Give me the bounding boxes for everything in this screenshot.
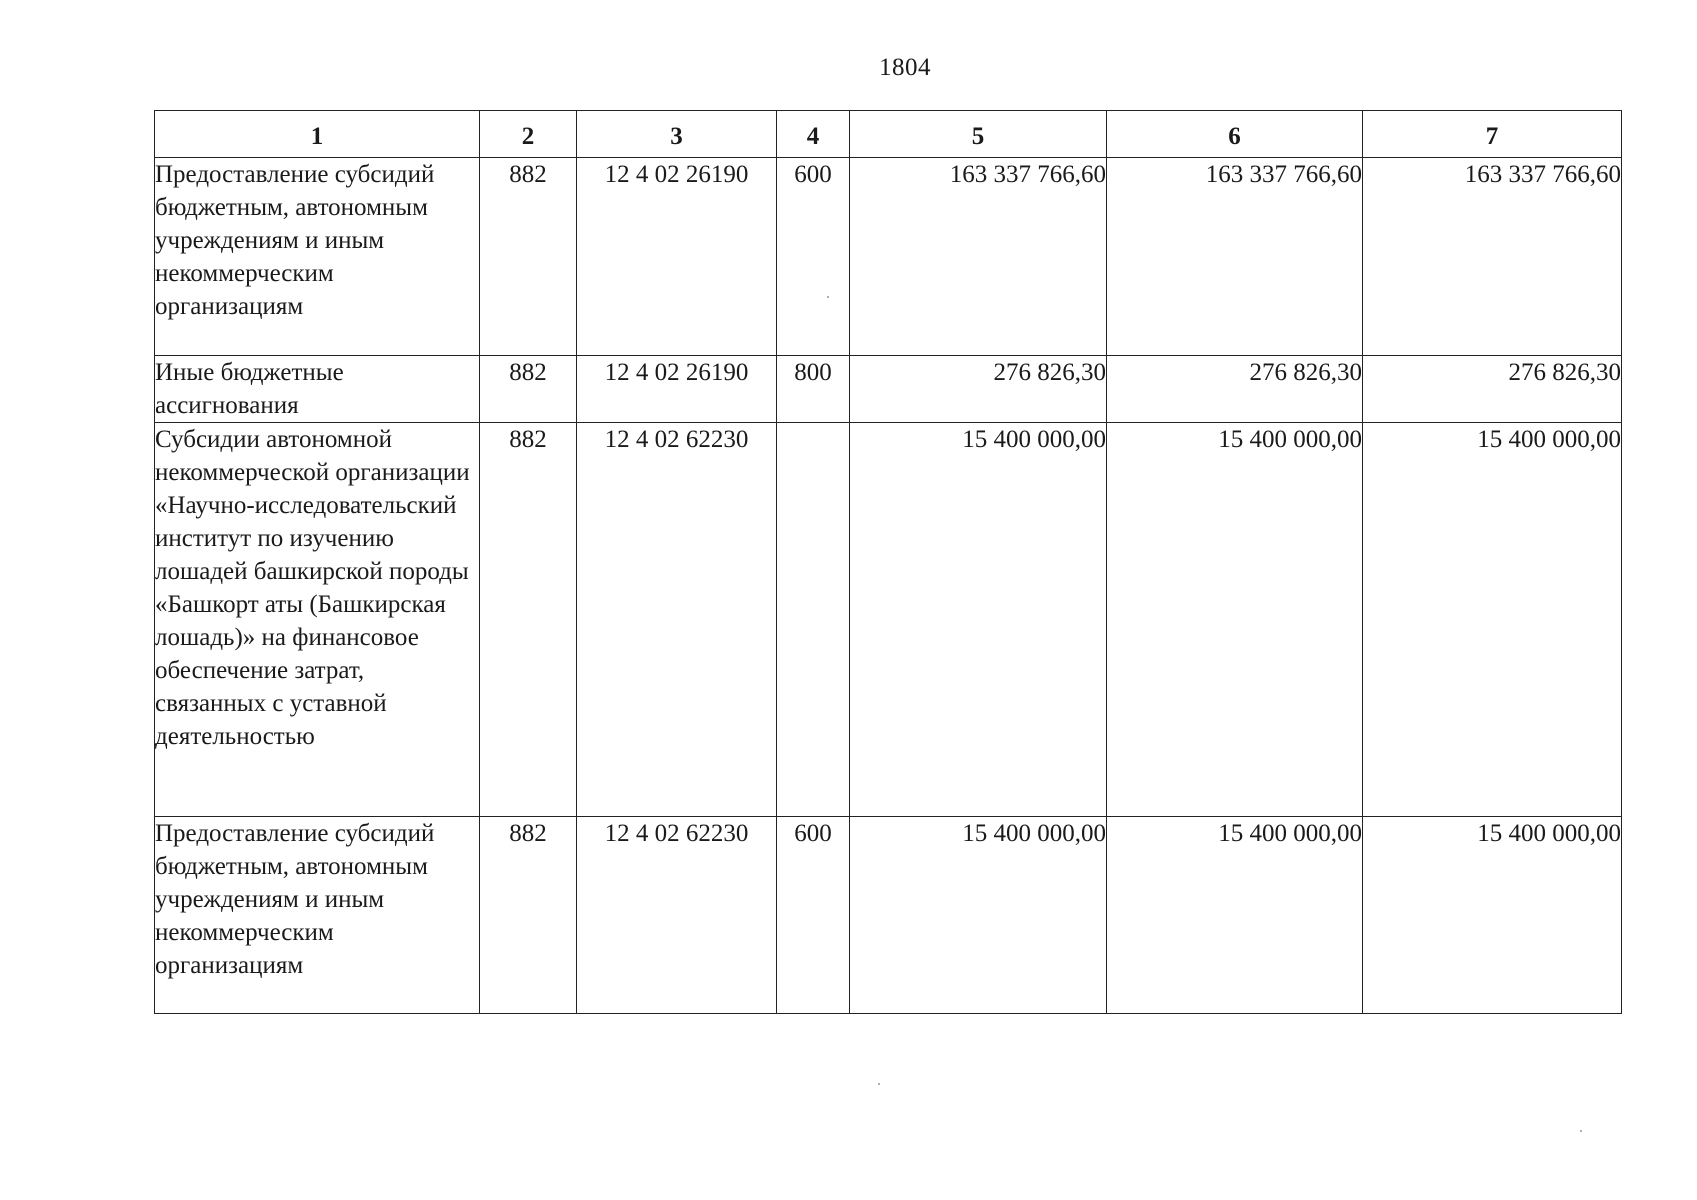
expense-type-cell: 800 — [777, 356, 850, 423]
row-name-cell: Субсидии автономной некоммерческой организации «Научно-исследовательский институт по изучению лошадей башкирской породы «Башкорт аты (Башкирская лошадь)» на финансовое обеспечение затрат, связанных с уставной деятельностью — [155, 423, 480, 817]
amount-col-6-cell: 276 826,30 — [1107, 356, 1363, 423]
header-col-4: 4 — [777, 111, 850, 158]
admin-code-cell: 882 — [480, 817, 577, 1014]
admin-code-cell: 882 — [480, 158, 577, 356]
budget-table — [154, 110, 1622, 1014]
row-name-cell: Предоставление субсидий бюджетным, автономным учреждениям и иным некоммерческим организациям — [155, 158, 480, 356]
amount-col-6-cell: 15 400 000,00 — [1107, 423, 1363, 817]
target-article-cell: 12 4 02 62230 — [577, 423, 777, 817]
row-name-cell: Иные бюджетные ассигнования — [155, 356, 480, 423]
table-row — [155, 158, 1622, 356]
target-article-cell: 12 4 02 26190 — [577, 356, 777, 423]
table-row — [155, 356, 1622, 423]
amount-col-7-cell: 15 400 000,00 — [1363, 817, 1622, 1014]
amount-col-7-cell: 276 826,30 — [1363, 356, 1622, 423]
amount-col-7-cell: 15 400 000,00 — [1363, 423, 1622, 817]
scan-speck — [827, 296, 829, 298]
table-row — [155, 423, 1622, 817]
row-name-cell: Предоставление субсидий бюджетным, автономным учреждениям и иным некоммерческим организациям — [155, 817, 480, 1014]
amount-col-5-cell: 15 400 000,00 — [850, 817, 1107, 1014]
page-number: 1804 — [879, 54, 931, 81]
scan-speck — [878, 1083, 880, 1085]
amount-col-5-cell: 163 337 766,60 — [850, 158, 1107, 356]
expense-type-cell: 600 — [777, 817, 850, 1014]
header-col-2: 2 — [480, 111, 577, 158]
table-header — [155, 111, 1622, 158]
amount-col-5-cell: 15 400 000,00 — [850, 423, 1107, 817]
header-row — [155, 111, 1622, 158]
admin-code-cell: 882 — [480, 423, 577, 817]
header-col-1: 1 — [155, 111, 480, 158]
amount-col-7-cell: 163 337 766,60 — [1363, 158, 1622, 356]
amount-col-6-cell: 15 400 000,00 — [1107, 817, 1363, 1014]
header-col-6: 6 — [1107, 111, 1363, 158]
header-col-5: 5 — [850, 111, 1107, 158]
target-article-cell: 12 4 02 62230 — [577, 817, 777, 1014]
target-article-cell: 12 4 02 26190 — [577, 158, 777, 356]
expense-type-cell — [777, 423, 850, 817]
admin-code-cell: 882 — [480, 356, 577, 423]
table-row — [155, 817, 1622, 1014]
header-col-7: 7 — [1363, 111, 1622, 158]
scan-speck — [1580, 1130, 1582, 1132]
expense-type-cell: 600 — [777, 158, 850, 356]
amount-col-5-cell: 276 826,30 — [850, 356, 1107, 423]
amount-col-6-cell: 163 337 766,60 — [1107, 158, 1363, 356]
header-col-3: 3 — [577, 111, 777, 158]
